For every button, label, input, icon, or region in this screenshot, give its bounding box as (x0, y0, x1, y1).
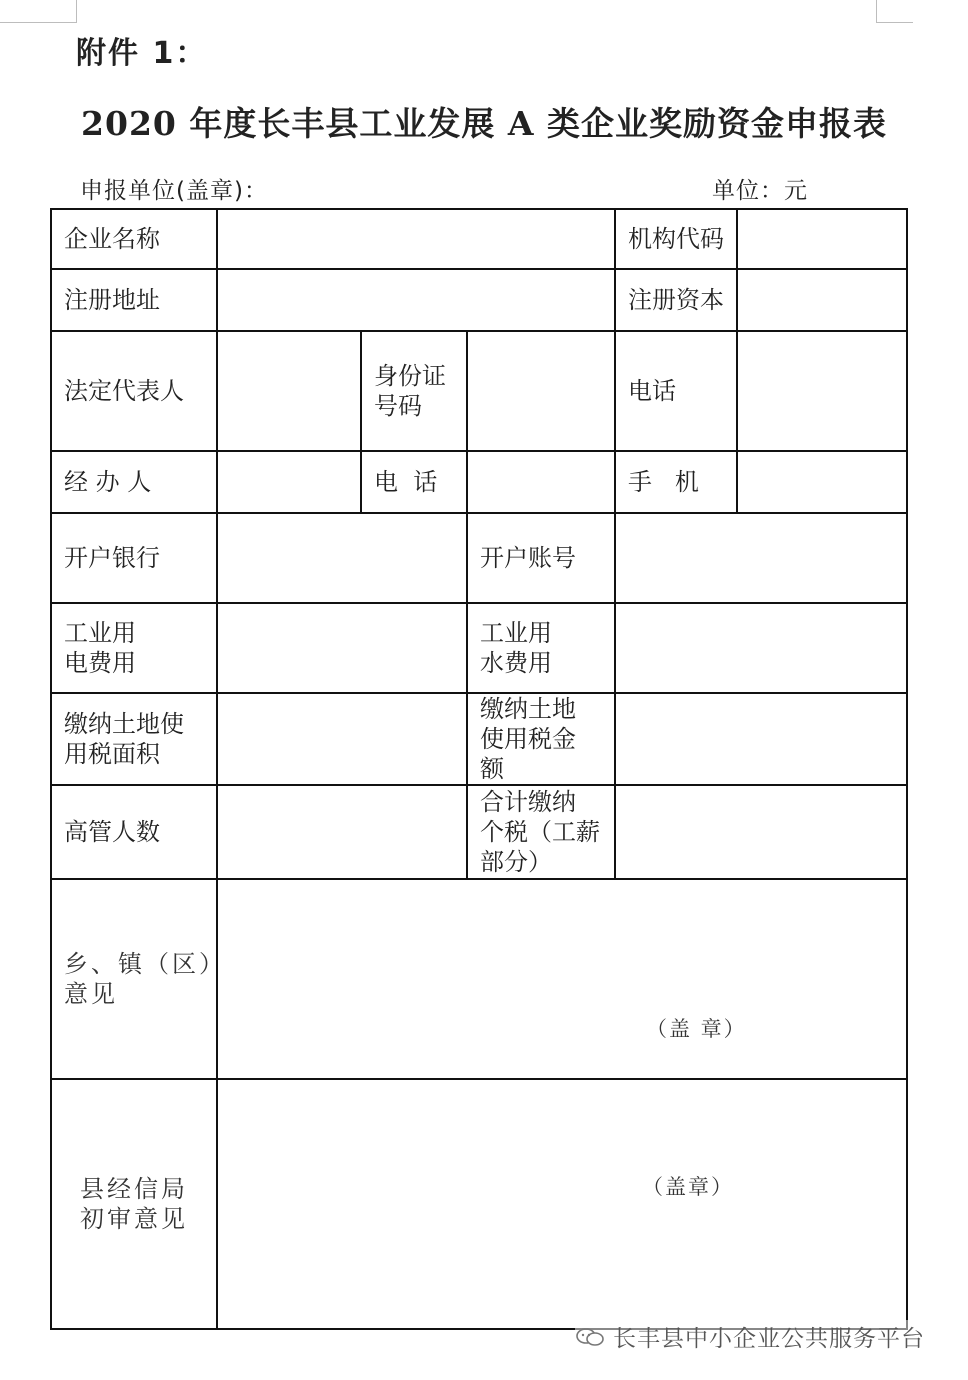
table-row (51, 451, 907, 513)
reg-address-label: 注册地址 (51, 269, 217, 331)
watermark-text: 长丰县中小企业公共服务平台 (613, 1326, 925, 1352)
handler-field[interactable] (217, 451, 361, 513)
income-tax-line2: 个税（工薪 (480, 818, 600, 846)
bank-field[interactable] (217, 513, 467, 603)
water-cost-line2: 水费用 (480, 649, 552, 677)
table-row (51, 879, 907, 1079)
electricity-cost-field[interactable] (217, 603, 467, 693)
account-field[interactable] (615, 513, 907, 603)
mobile-field[interactable] (737, 451, 907, 513)
id-number-field[interactable] (467, 331, 615, 451)
town-opinion-line2: 意见 (64, 980, 118, 1008)
income-tax-field[interactable] (615, 785, 907, 879)
reg-capital-label: 注册资本 (615, 269, 737, 331)
reg-address-field[interactable] (217, 269, 615, 331)
table-row (51, 331, 907, 451)
table-row (51, 693, 907, 785)
watermark (575, 1320, 925, 1353)
land-tax-amount-field[interactable] (615, 693, 907, 785)
water-cost-line1: 工业用 (480, 619, 552, 647)
legal-rep-label: 法定代表人 (51, 331, 217, 451)
income-tax-label (467, 785, 615, 879)
legal-rep-field[interactable] (217, 331, 361, 451)
land-tax-area-line1: 缴纳土地使 (64, 710, 184, 738)
water-cost-field[interactable] (615, 603, 907, 693)
attachment-label: 附件 1： (76, 36, 208, 71)
land-tax-area-label (51, 693, 217, 785)
town-opinion-field[interactable] (217, 879, 907, 1079)
org-code-label: 机构代码 (615, 209, 737, 269)
bank-label: 开户银行 (51, 513, 217, 603)
handler-phone-label: 电 话 (361, 451, 467, 513)
town-opinion-label (51, 879, 226, 1079)
electricity-cost-line1: 工业用 (64, 619, 136, 647)
land-tax-amount-line2: 使用税金 (480, 725, 576, 753)
table-row (51, 513, 907, 603)
county-opinion-label (51, 1079, 217, 1329)
land-tax-amount-line1: 缴纳土地 (480, 695, 576, 723)
handler-label: 经 办 人 (51, 451, 217, 513)
page-title: 2020 年度长丰县工业发展 A 类企业奖励资金申报表 (81, 104, 887, 143)
wechat-icon (575, 1326, 605, 1348)
land-tax-area-field[interactable] (217, 693, 467, 785)
application-form-table (50, 208, 908, 1330)
county-seal-text: （盖章） (642, 1175, 734, 1199)
land-tax-area-line2: 用税面积 (64, 740, 160, 768)
income-tax-line1: 合计缴纳 (480, 788, 576, 816)
org-code-field[interactable] (737, 209, 907, 269)
county-opinion-field[interactable] (217, 1079, 907, 1329)
water-cost-label (467, 603, 615, 693)
crop-mark-top-left (0, 0, 77, 23)
land-tax-amount-label (467, 693, 615, 785)
table-row (51, 1079, 907, 1329)
electricity-cost-label (51, 603, 217, 693)
county-opinion-line2: 初审意见 (80, 1205, 188, 1233)
applicant-unit-label: 申报单位(盖章)： (80, 178, 268, 204)
executives-label: 高管人数 (51, 785, 217, 879)
table-row (51, 269, 907, 331)
table-row (51, 603, 907, 693)
town-seal-text: （盖 章） (646, 1017, 747, 1041)
town-opinion-line1: 乡、镇（区） (64, 950, 226, 978)
phone-field[interactable] (737, 331, 907, 451)
reg-capital-field[interactable] (737, 269, 907, 331)
land-tax-amount-line3: 额 (480, 755, 504, 783)
company-name-label: 企业名称 (51, 209, 217, 269)
currency-unit-label: 单位：元 (712, 178, 808, 204)
mobile-label: 手 机 (615, 451, 737, 513)
id-number-label-line1: 身份证 (374, 362, 446, 390)
company-name-field[interactable] (217, 209, 615, 269)
table-row (51, 785, 907, 879)
phone-label: 电话 (615, 331, 737, 451)
account-label: 开户账号 (467, 513, 615, 603)
id-number-label-line2: 号码 (374, 392, 422, 420)
handler-phone-field[interactable] (467, 451, 615, 513)
crop-mark-top-right (876, 0, 913, 23)
county-opinion-line1: 县经信局 (80, 1175, 188, 1203)
table-row (51, 209, 907, 269)
executives-field[interactable] (217, 785, 467, 879)
electricity-cost-line2: 电费用 (64, 649, 136, 677)
income-tax-line3: 部分） (480, 848, 552, 876)
id-number-label (361, 331, 467, 451)
